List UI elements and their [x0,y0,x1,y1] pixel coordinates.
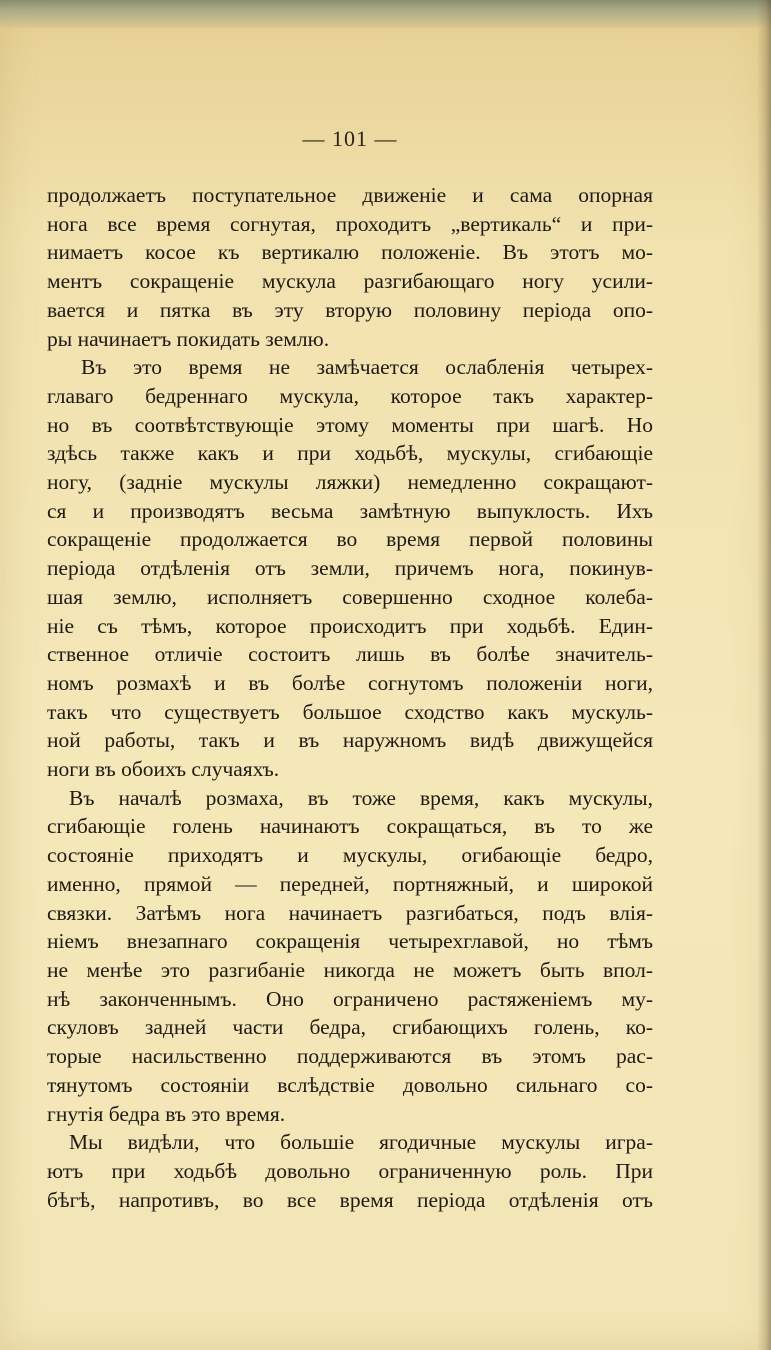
text-line: здѣсь также какъ и при ходьбѣ, мускулы, сгибающiе [47,441,653,466]
page-right-edge [757,0,771,1350]
text-line: ственное отличie состоитъ лишь въ болѣе значитель- [47,642,653,667]
text-line: не менѣе это разгибанie никогда не можетъ быть впол- [47,957,653,982]
body-text [47,181,653,1214]
text-line: состоянie приходятъ и мускулы, огибающiе бедро, [47,843,653,868]
text-line: Въ началѣ розмаха, въ тоже время, какъ мускулы, [69,785,653,810]
text-line: нога все время согнутая, проходитъ „вертикаль“ и при- [47,211,653,236]
text-line: нѣ законченнымъ. Оно ограничено растяженieмъ му- [47,986,653,1011]
text-line: нieмъ внезапнаго сокращенiя четырехглавой, но тѣмъ [47,929,653,954]
text-line: такъ что существуетъ большое сходство какъ мускуль- [47,699,653,724]
text-line: именно, прямой — передней, портняжный, и широкой [47,871,653,896]
text-line: ноги въ обоихъ случаяхъ. [47,757,280,782]
text-line: тянутомъ состоянiи вслѣдствie довольно сильнаго со- [47,1072,653,1097]
text-line: ной работы, такъ и въ наружномъ видѣ движущейся [47,728,653,753]
text-line: продолжаетъ поступательное движенie и сама опорная [47,183,653,207]
text-line: нie съ тѣмъ, которое происходитъ при ходьбѣ. Един- [47,613,653,638]
text-line: сокращенie продолжается во время первой половины [47,527,653,552]
page-top-edge [0,0,771,28]
text-line: Мы видѣли, что большiе ягодичные мускулы игра- [69,1130,653,1155]
text-line: шая землю, исполняетъ совершенно сходное колеба- [47,584,653,609]
text-line: перiода отдѣленiя отъ земли, причемъ нога, покинув- [47,556,653,581]
text-line: вается и пятка въ эту вторую половину перiода опо- [47,297,653,322]
text-line: сгибающiе голень начинаютъ сокращаться, въ то же [47,814,653,839]
text-line: нимаетъ косое къ вертикалю положенie. Въ этотъ мо- [47,240,653,265]
text-line: связки. Затѣмъ нога начинаетъ разгибаться, подъ влiя- [47,900,653,925]
text-line: ры начинаетъ покидать землю. [47,326,330,351]
text-line: ютъ при ходьбѣ довольно ограниченную роль. При [47,1158,653,1183]
text-line: ся и производятъ весьма замѣтную выпуклость. Ихъ [47,498,653,523]
text-line: ногу, (заднiе мускулы ляжки) немедленно сокращают- [47,470,653,495]
text-line: скуловъ задней части бедра, сгибающихъ голень, ко- [47,1015,653,1040]
page-number: — 101 — [302,126,398,151]
text-line: ментъ сокращенie мускула разгибающаго ногу усили- [47,269,653,294]
text-line: главаго бедреннаго мускула, которое такъ характер- [47,383,653,408]
text-line: номъ розмахѣ и въ болѣе согнутомъ положенiи ноги, [47,670,653,695]
text-line: но въ соотвѣтствующiе этому моменты при шагѣ. Но [47,412,653,437]
text-line: Въ это время не замѣчается ослабленiя четырех- [81,355,653,380]
text-line: бѣгѣ, напротивъ, во все время перiода отдѣленiя отъ [47,1187,653,1212]
text-line: гнутiя бедра въ это время. [47,1101,286,1126]
text-line: торые насильственно поддерживаются въ этомъ рас- [47,1044,653,1069]
